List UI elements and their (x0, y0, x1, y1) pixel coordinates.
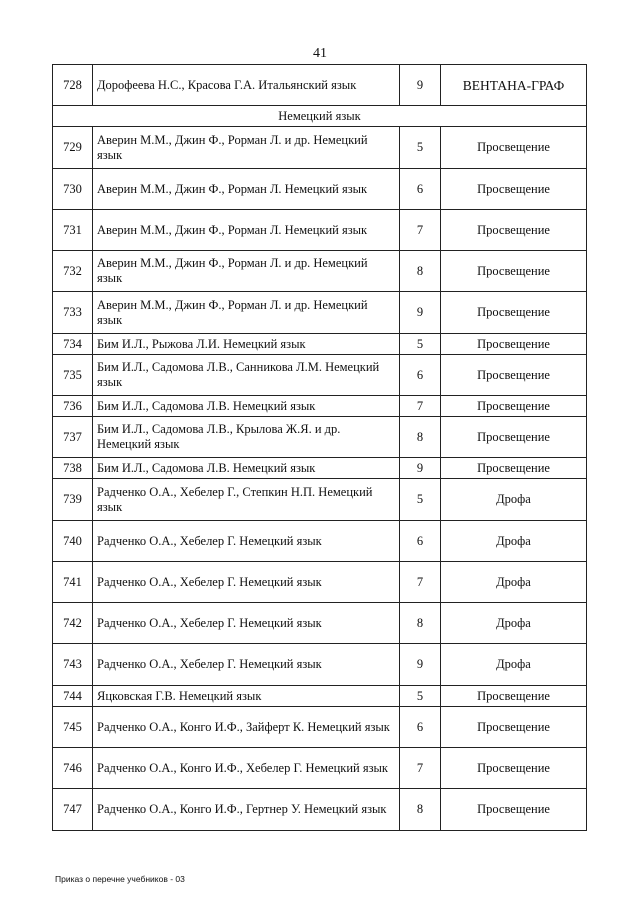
row-title: Аверин М.М., Джин Ф., Рорман Л. и др. Немецкий язык (93, 127, 400, 169)
row-grade: 9 (400, 458, 441, 479)
table-row (53, 521, 587, 562)
row-number: 746 (53, 748, 93, 789)
row-title: Радченко О.А., Хебелер Г. Немецкий язык (93, 562, 400, 603)
table-row (53, 251, 587, 292)
row-grade: 9 (400, 65, 441, 106)
row-title: Радченко О.А., Конго И.Ф., Хебелер Г. Немецкий язык (93, 748, 400, 789)
row-publisher: Просвещение (441, 169, 587, 210)
row-title: Бим И.Л., Садомова Л.В. Немецкий язык (93, 458, 400, 479)
row-number: 731 (53, 210, 93, 251)
row-publisher: Дрофа (441, 521, 587, 562)
row-grade: 8 (400, 417, 441, 458)
row-number: 740 (53, 521, 93, 562)
row-grade: 7 (400, 748, 441, 789)
row-title: Радченко О.А., Хебелер Г. Немецкий язык (93, 521, 400, 562)
row-publisher: Дрофа (441, 562, 587, 603)
row-grade: 6 (400, 355, 441, 396)
table-row (53, 748, 587, 789)
row-grade: 8 (400, 603, 441, 644)
table-row (53, 562, 587, 603)
row-publisher: Просвещение (441, 251, 587, 292)
row-grade: 7 (400, 562, 441, 603)
row-number: 738 (53, 458, 93, 479)
row-publisher: Просвещение (441, 748, 587, 789)
row-publisher: Просвещение (441, 686, 587, 707)
section-header-row (53, 106, 587, 127)
row-grade: 6 (400, 707, 441, 748)
row-title: Яцковская Г.В. Немецкий язык (93, 686, 400, 707)
row-number: 729 (53, 127, 93, 169)
table-row (53, 458, 587, 479)
row-number: 741 (53, 562, 93, 603)
row-number: 730 (53, 169, 93, 210)
row-number: 739 (53, 479, 93, 521)
row-number: 733 (53, 292, 93, 334)
row-title: Аверин М.М., Джин Ф., Рорман Л. Немецкий язык (93, 210, 400, 251)
row-number: 734 (53, 334, 93, 355)
row-number: 743 (53, 644, 93, 686)
table-row (53, 707, 587, 748)
table-row (53, 355, 587, 396)
row-number: 736 (53, 396, 93, 417)
row-grade: 8 (400, 789, 441, 831)
table-row (53, 644, 587, 686)
table-row (53, 686, 587, 707)
row-grade: 6 (400, 169, 441, 210)
table-row (53, 65, 587, 106)
row-title: Радченко О.А., Хебелер Г. Немецкий язык (93, 644, 400, 686)
row-number: 737 (53, 417, 93, 458)
row-grade: 6 (400, 521, 441, 562)
table-row (53, 210, 587, 251)
row-publisher: Дрофа (441, 644, 587, 686)
table-row (53, 396, 587, 417)
table-row (53, 169, 587, 210)
row-title: Аверин М.М., Джин Ф., Рорман Л. и др. Немецкий язык (93, 292, 400, 334)
table-row (53, 334, 587, 355)
row-publisher: Просвещение (441, 355, 587, 396)
row-number: 744 (53, 686, 93, 707)
row-grade: 9 (400, 292, 441, 334)
row-title: Радченко О.А., Конго И.Ф., Зайферт К. Немецкий язык (93, 707, 400, 748)
row-publisher: Просвещение (441, 396, 587, 417)
row-grade: 5 (400, 127, 441, 169)
row-title: Дорофеева Н.С., Красова Г.А. Итальянский язык (93, 65, 400, 106)
row-grade: 7 (400, 210, 441, 251)
table-row (53, 789, 587, 831)
textbook-table (52, 64, 587, 831)
row-number: 745 (53, 707, 93, 748)
row-publisher: Просвещение (441, 417, 587, 458)
row-publisher: Просвещение (441, 210, 587, 251)
row-grade: 9 (400, 644, 441, 686)
row-grade: 5 (400, 479, 441, 521)
row-number: 742 (53, 603, 93, 644)
row-title: Аверин М.М., Джин Ф., Рорман Л. и др. Немецкий язык (93, 251, 400, 292)
row-publisher: Просвещение (441, 789, 587, 831)
row-publisher: Дрофа (441, 603, 587, 644)
row-title: Бим И.Л., Садомова Л.В., Санникова Л.М. Немецкий язык (93, 355, 400, 396)
row-publisher: Просвещение (441, 127, 587, 169)
table-row (53, 127, 587, 169)
row-title: Аверин М.М., Джин Ф., Рорман Л. Немецкий язык (93, 169, 400, 210)
table-row (53, 479, 587, 521)
row-title: Радченко О.А., Хебелер Г., Степкин Н.П. Немецкий язык (93, 479, 400, 521)
row-publisher: Дрофа (441, 479, 587, 521)
row-title: Бим И.Л., Садомова Л.В. Немецкий язык (93, 396, 400, 417)
row-grade: 7 (400, 396, 441, 417)
row-grade: 5 (400, 686, 441, 707)
row-publisher: Просвещение (441, 292, 587, 334)
row-number: 747 (53, 789, 93, 831)
row-title: Радченко О.А., Хебелер Г. Немецкий язык (93, 603, 400, 644)
row-publisher: Просвещение (441, 707, 587, 748)
row-publisher: ВЕНТАНА-ГРАФ (441, 65, 587, 106)
row-title: Бим И.Л., Садомова Л.В., Крылова Ж.Я. и др. Немецкий язык (93, 417, 400, 458)
table-row (53, 603, 587, 644)
row-number: 732 (53, 251, 93, 292)
page-number: 41 (313, 46, 327, 61)
row-publisher: Просвещение (441, 458, 587, 479)
row-number: 728 (53, 65, 93, 106)
row-grade: 5 (400, 334, 441, 355)
table-row (53, 292, 587, 334)
row-number: 735 (53, 355, 93, 396)
row-publisher: Просвещение (441, 334, 587, 355)
row-title: Радченко О.А., Конго И.Ф., Гертнер У. Немецкий язык (93, 789, 400, 831)
section-title: Немецкий язык (53, 106, 587, 127)
footer-note: Приказ о перечне учебников - 03 (55, 874, 185, 884)
row-grade: 8 (400, 251, 441, 292)
table-row (53, 417, 587, 458)
row-title: Бим И.Л., Рыжова Л.И. Немецкий язык (93, 334, 400, 355)
